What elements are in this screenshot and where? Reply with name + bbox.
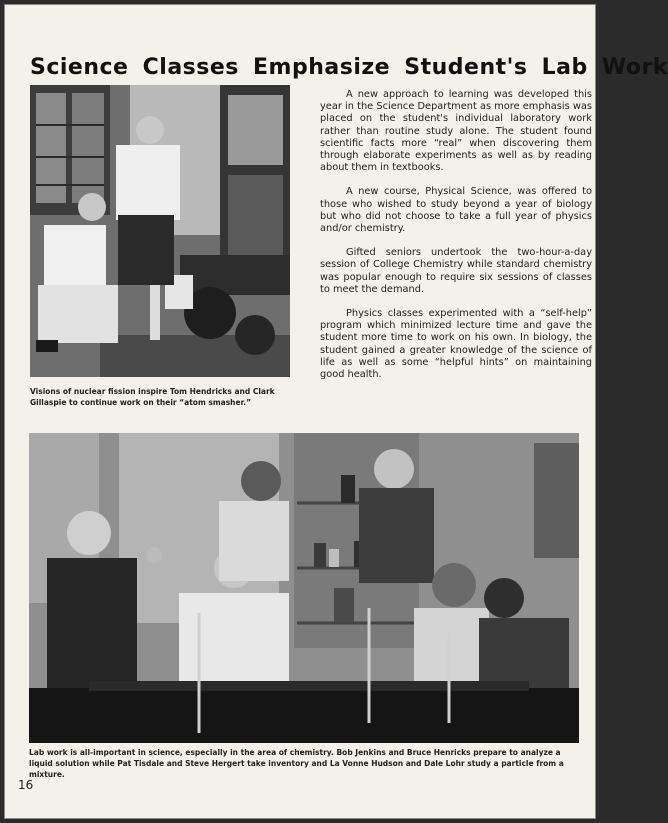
- article-body: [320, 89, 592, 393]
- atom-smasher-photo: [30, 85, 290, 377]
- page-number: 16: [18, 778, 34, 792]
- paragraph: A new approach to learning was developed this year in the Science Department as more emphasis was placed on the student's individual laboratory work rather than routine study alone. The student found scientific facts more “real” when discovering them through elaborate experiments as well as by reading about them in textbooks.: [320, 89, 592, 174]
- paragraph: Gifted seniors undertook the two-hour-a-day session of College Chemistry while standard chemistry was popular enough to require six sessions of classes to meet the demand.: [320, 247, 592, 295]
- bottom-photo-caption: Lab work is all-important in science, especially in the area of chemistry. Bob Jenkins and Bruce Henricks prepare to analyze a liquid solution while Pat Tisdale and Steve Hergert take inventory and La Vonne Hudson and Dale Lohr study a particle from a mixture.: [29, 748, 564, 779]
- paragraph: Physics classes experimented with a “self-help” program which minimized lecture time and gave the student more time to work on his own. In biology, the student gained a greater knowledge of the science of life as well as some “helpful hints” on maintaining good health.: [320, 308, 592, 381]
- top-photo-caption: Visions of nuclear fission inspire Tom Hendricks and Clark Gillaspie to continue work on their “atom smasher.”: [30, 387, 275, 407]
- chemistry-lab-photo: [29, 433, 579, 743]
- yearbook-page: [4, 4, 668, 819]
- page-title: Science Classes Emphasize Student's Lab Work: [30, 55, 668, 80]
- paragraph: A new course, Physical Science, was offered to those who wished to study beyond a year of biology but who did not choose to take a full year of physics and/or chemistry.: [320, 186, 592, 235]
